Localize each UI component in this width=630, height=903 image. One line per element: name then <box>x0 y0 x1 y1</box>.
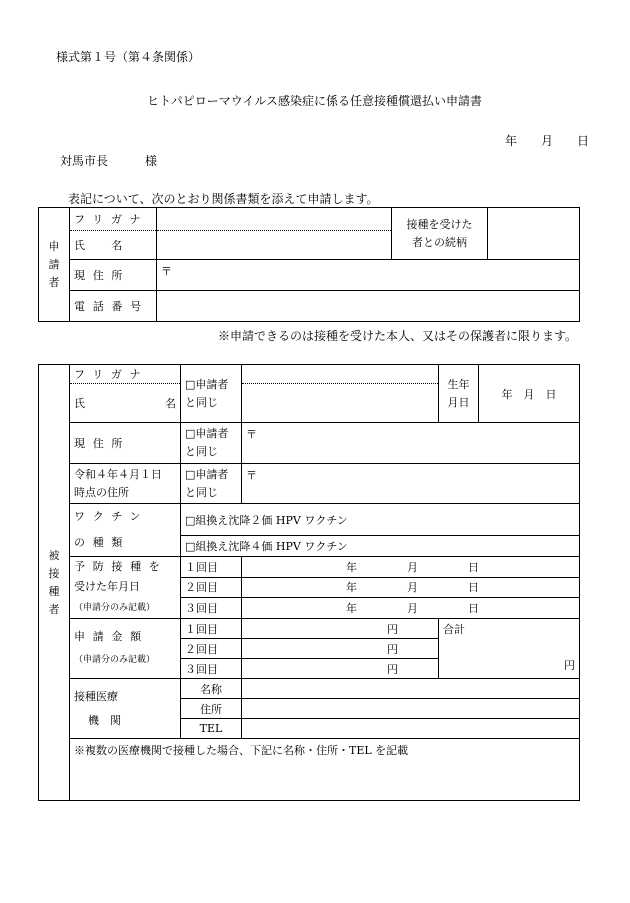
vaccinee-table <box>38 364 580 801</box>
applicant-name-input[interactable] <box>157 231 392 260</box>
applicant-section-label: 申 請 者 <box>39 208 70 322</box>
clinic-address-label: 住所 <box>181 699 242 719</box>
postal-mark: 〒 <box>161 265 172 278</box>
vaccinee-name-input[interactable] <box>242 384 439 423</box>
vaccinee-name-same-checkbox[interactable]: □ 申請者 と同じ <box>181 365 242 423</box>
vaccine-2valent-checkbox[interactable]: □ 組換え沈降２価 HPV ワクチン <box>181 504 580 536</box>
amount-total-input[interactable]: 合計 円 <box>439 619 580 679</box>
applicant-phone-label: 電話番号 <box>70 291 157 322</box>
applicant-furigana-label: フリガナ <box>70 208 157 231</box>
form-number: 様式第１号（第４条関係） <box>56 50 201 64</box>
vaccinee-address-same-checkbox[interactable]: □ 申請者 と同じ <box>181 423 242 464</box>
amount-3-input[interactable]: 円 <box>242 659 439 679</box>
dose-3-label: ３回目 <box>181 598 242 619</box>
applicant-name-label: 氏 名 <box>70 231 157 260</box>
vaccination-date-label: 予防接種を 受けた年月日 （申請分のみ記載） <box>70 557 181 619</box>
dose-2-date-input[interactable]: 年 月 日 <box>242 577 580 598</box>
clinic-address-input[interactable] <box>242 699 580 719</box>
dose-1-label: １回目 <box>181 557 242 578</box>
applicant-address-label: 現住所 <box>70 260 157 291</box>
multi-clinic-note-area[interactable] <box>70 739 580 801</box>
vaccine-4valent-checkbox[interactable]: □ 組換え沈降４価 HPV ワクチン <box>181 536 580 557</box>
date-day: 日 <box>577 134 590 148</box>
vaccinee-furigana-label: フリガナ <box>70 365 181 384</box>
clinic-name-label: 名称 <box>181 679 242 699</box>
r4-address-label: 令和４年４月１日 時点の住所 <box>70 464 181 504</box>
date-month: 月 <box>541 134 554 148</box>
r4-address-input[interactable]: 〒 <box>242 464 580 504</box>
dose-1-date-input[interactable]: 年 月 日 <box>242 557 580 578</box>
page-title: ヒトパピローマウイルス感染症に係る任意接種償還払い申請書 <box>147 94 483 108</box>
relation-label: 接種を受けた 者との続柄 <box>392 208 488 260</box>
date-year: 年 <box>505 134 518 148</box>
intro-text: 表記について、次のとおり関係書類を添えて申請します。 <box>68 192 379 206</box>
amount-2-input[interactable]: 円 <box>242 639 439 659</box>
vaccinee-furigana-input[interactable] <box>242 365 439 384</box>
dose-3-date-input[interactable]: 年 月 日 <box>242 598 580 619</box>
applicant-phone-input[interactable] <box>157 291 580 322</box>
clinic-name-input[interactable] <box>242 679 580 699</box>
dose-2-label: ２回目 <box>181 577 242 598</box>
clinic-tel-label: TEL <box>181 719 242 739</box>
amount-1-label: １回目 <box>181 619 242 639</box>
eligibility-note: ※申請できるのは接種を受けた本人、又はその保護者に限ります。 <box>218 329 578 343</box>
birth-label: 生年 月日 <box>439 365 479 423</box>
clinic-label: 接種医療 機 関 <box>70 679 181 739</box>
vaccinee-name-label: 氏 名 <box>70 384 181 423</box>
vaccinee-address-label: 現住所 <box>70 423 181 464</box>
applicant-address-input[interactable] <box>157 260 580 291</box>
vaccinee-address-input[interactable]: 〒 <box>242 423 580 464</box>
vaccinee-section-label: 被 接 種 者 <box>39 365 70 801</box>
clinic-tel-input[interactable] <box>242 719 580 739</box>
applicant-furigana-input[interactable] <box>157 208 392 231</box>
relation-input[interactable] <box>488 208 580 260</box>
amount-1-input[interactable]: 円 <box>242 619 439 639</box>
vaccine-type-label: ワクチン の種類 <box>70 504 181 557</box>
r4-address-same-checkbox[interactable]: □ 申請者 と同じ <box>181 464 242 504</box>
amount-2-label: ２回目 <box>181 639 242 659</box>
addressee-honorific: 様 <box>145 154 158 168</box>
addressee-name: 対馬市長 <box>60 154 109 168</box>
applicant-table <box>38 207 580 322</box>
amount-3-label: ３回目 <box>181 659 242 679</box>
multi-clinic-note: ※複数の医療機関で接種した場合、下記に名称・住所・TEL を記載 <box>74 744 409 757</box>
birth-input[interactable]: 年 月 日 <box>479 365 580 423</box>
amount-label: 申請金額 （申請分のみ記載） <box>70 619 181 679</box>
